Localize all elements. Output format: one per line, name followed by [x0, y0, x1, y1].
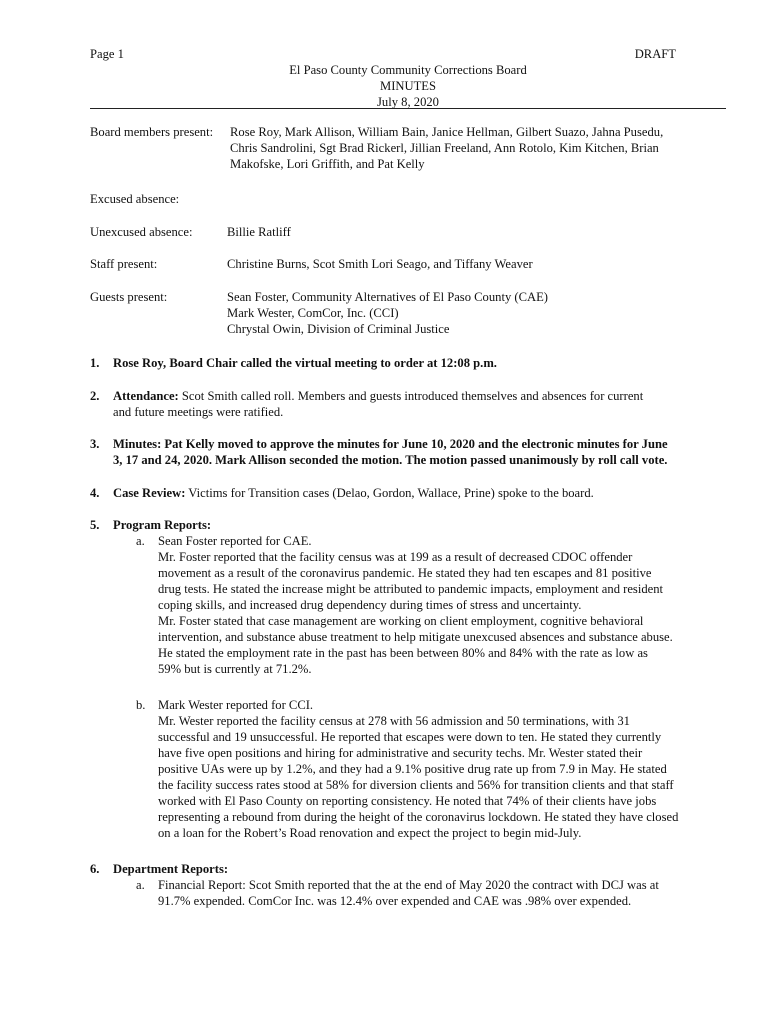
- item-line: Scot Smith called roll. Members and guests introduced themselves and absences for current: [178, 389, 644, 403]
- item-heading: Program Reports:: [113, 518, 212, 532]
- sub-item-letter: b.: [136, 698, 146, 712]
- financial-report: [158, 877, 736, 909]
- item-text: [113, 485, 733, 501]
- item-text: [113, 388, 733, 420]
- guests-list: [227, 289, 727, 337]
- report-line: He stated the employment rate in the past has been between 80% and 84% with the rate as low as: [158, 646, 648, 660]
- header-divider: [90, 108, 726, 109]
- report-line: worked with El Paso County on reporting consistency. He noted that 74% of their clients have jobs: [158, 794, 657, 808]
- doc-type: MINUTES: [380, 79, 436, 93]
- agenda-item-6: [90, 861, 730, 921]
- staff-value: Christine Burns, Scot Smith Lori Seago, and Tiffany Weaver: [227, 257, 533, 271]
- item-text: Rose Roy, Board Chair called the virtual meeting to order at 12:08 p.m.: [113, 356, 497, 370]
- item-heading: Attendance:: [113, 389, 179, 403]
- report-line: on a loan for the Robert’s Road renovation and expect the project to begin mid-July.: [158, 826, 582, 840]
- item-number: 2.: [90, 389, 100, 403]
- item-line: Victims for Transition cases (Delao, Gordon, Wallace, Prine) spoke to the board.: [185, 486, 594, 500]
- draft-label: DRAFT: [634, 47, 676, 61]
- cae-report: [158, 533, 736, 677]
- item-number: 1.: [90, 356, 100, 370]
- unexcused-label: Unexcused absence:: [90, 225, 193, 239]
- report-line: Mark Wester reported for CCI.: [158, 698, 314, 712]
- agenda-item-3: [90, 436, 730, 470]
- item-line: and future meetings were ratified.: [113, 405, 284, 419]
- report-line: Sean Foster reported for CAE.: [158, 534, 312, 548]
- sub-item-letter: a.: [136, 534, 145, 548]
- page-number: Page 1: [90, 47, 124, 61]
- report-line: 91.7% expended. ComCor Inc. was 12.4% over expended and CAE was .98% over expended.: [158, 894, 632, 908]
- board-line: Chris Sandrolini, Sgt Brad Rickerl, Jillian Freeland, Ann Rotolo, Kim Kitchen, Brian: [230, 141, 659, 155]
- report-line: representing a rebound from during the height of the coronavirus lockdown. He stated they have closed: [158, 810, 679, 824]
- document-header: [90, 62, 726, 110]
- board-line: Makofske, Lori Griffith, and Pat Kelly: [230, 157, 425, 171]
- report-line: Mr. Wester reported the facility census at 278 with 56 admission and 50 terminations, with 31: [158, 714, 630, 728]
- board-members-list: [230, 124, 730, 172]
- report-line: Financial Report: Scot Smith reported that the at the end of May 2020 the contract with DCJ was at: [158, 878, 659, 892]
- meeting-date: July 8, 2020: [377, 95, 439, 109]
- board-members-label: Board members present:: [90, 125, 214, 139]
- guest-entry: Mark Wester, ComCor, Inc. (CCI): [227, 306, 399, 320]
- report-line: have five open positions and hiring for administrative and security techs. Mr. Wester stated their: [158, 746, 643, 760]
- excused-label: Excused absence:: [90, 192, 180, 206]
- item-number: 5.: [90, 518, 100, 532]
- agenda-item-5: [90, 517, 730, 847]
- staff-label: Staff present:: [90, 257, 158, 271]
- report-line: the facility success rates stood at 58% for diversion clients and 56% for transition clients and that staff: [158, 778, 674, 792]
- report-line: Mr. Foster reported that the facility census was at 199 as a result of decreased CDOC offender: [158, 550, 633, 564]
- report-line: drug tests. He stated the increase might be attributed to pandemic impacts, employment and resident: [158, 582, 664, 596]
- org-name: El Paso County Community Corrections Board: [289, 63, 527, 77]
- guest-entry: Chrystal Owin, Division of Criminal Justice: [227, 322, 450, 336]
- report-line: successful and 19 unsuccessful. He reported that escapes were down to ten. He stated they currently: [158, 730, 662, 744]
- cci-report: [158, 697, 736, 841]
- report-line: Mr. Foster stated that case management are working on client employment, cognitive behavioral: [158, 614, 644, 628]
- guests-section: [90, 289, 730, 339]
- report-line: movement as a result of the coronavirus pandemic. He stated they had ten escapes and 81 positive: [158, 566, 652, 580]
- item-heading: Case Review:: [113, 486, 186, 500]
- item-line: 3, 17 and 24, 2020. Mark Allison seconded the motion. The motion passed unanimously by roll call vote.: [113, 453, 668, 467]
- item-heading: Department Reports:: [113, 862, 229, 876]
- sub-item-letter: a.: [136, 878, 145, 892]
- report-line: 59% but is currently at 71.2%.: [158, 662, 312, 676]
- item-number: 6.: [90, 862, 100, 876]
- guests-label: Guests present:: [90, 290, 168, 304]
- item-number: 4.: [90, 486, 100, 500]
- unexcused-value: Billie Ratliff: [227, 225, 291, 239]
- item-line: Minutes: Pat Kelly moved to approve the minutes for June 10, 2020 and the electronic minutes for June: [113, 437, 668, 451]
- report-line: coping skills, and increased drug dependency during times of stress and uncertainty.: [158, 598, 582, 612]
- report-line: intervention, and substance abuse treatment to help mitigate unexcused absences and substance abuse.: [158, 630, 673, 644]
- board-line: Rose Roy, Mark Allison, William Bain, Janice Hellman, Gilbert Suazo, Jahna Pusedu,: [230, 125, 664, 139]
- board-members-section: [90, 124, 730, 174]
- item-number: 3.: [90, 437, 100, 451]
- item-text: [113, 436, 753, 468]
- guest-entry: Sean Foster, Community Alternatives of El Paso County (CAE): [227, 290, 548, 304]
- report-line: positive UAs were up by 1.2%, and they had a 9.1% positive drug rate up from 7.9 in May. He stated: [158, 762, 667, 776]
- agenda-item-2: [90, 388, 730, 422]
